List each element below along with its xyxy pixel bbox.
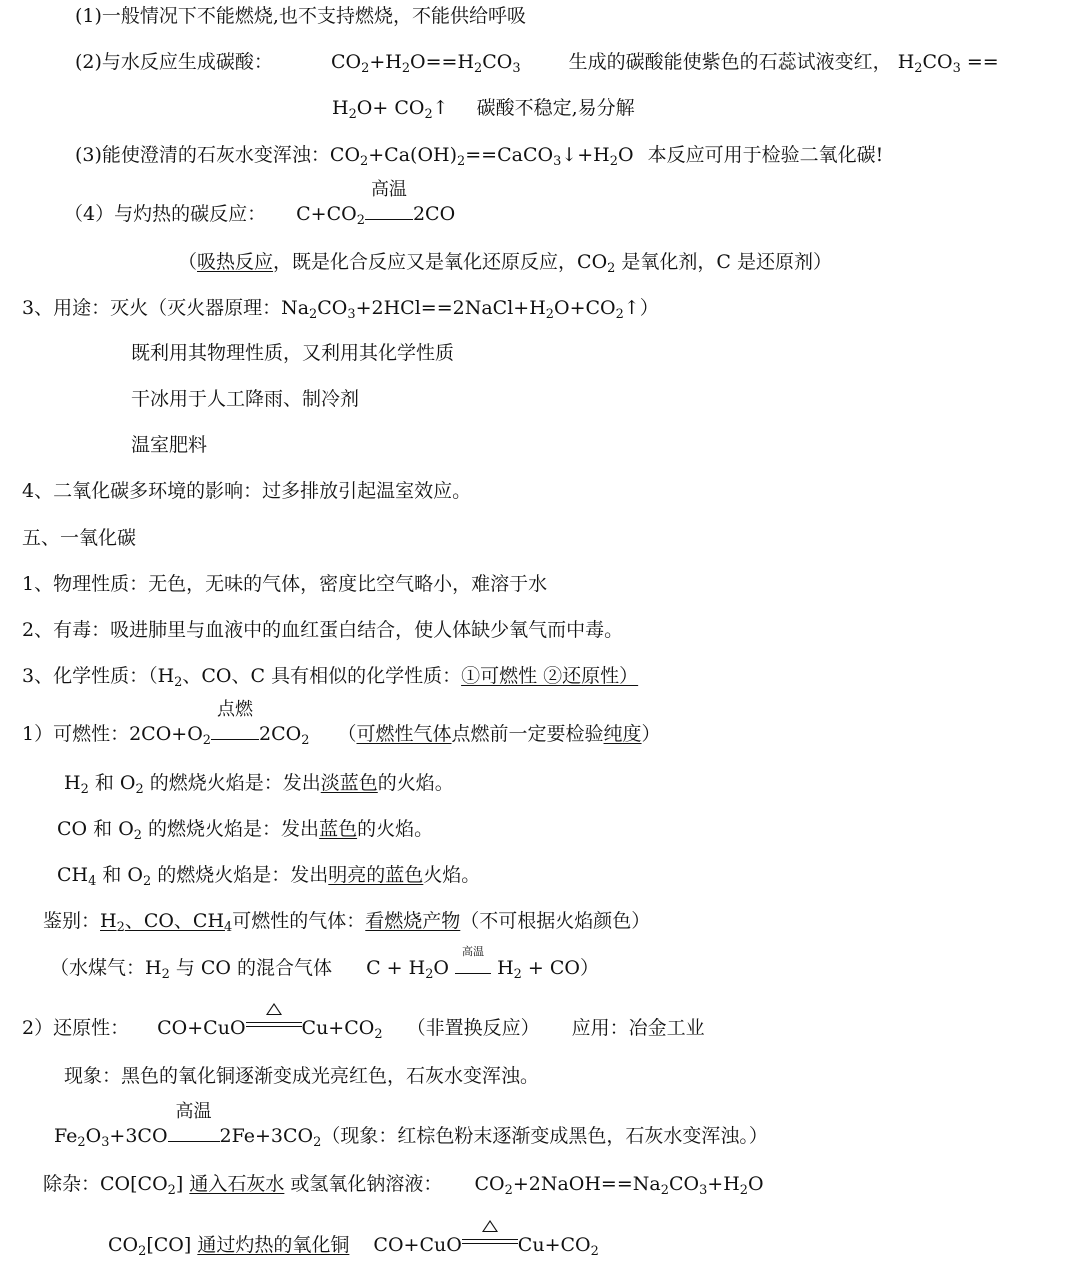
co2-property-4-label: （4）与灼热的碳反应： — [64, 203, 267, 225]
water-gas-equation: $C + H_2O$ 高温 $H_2 + CO$） — [366, 945, 599, 983]
co-combustibility: 1）可燃性：$2CO+O_2$ 点燃 $2CO_2$ （可燃性气体点燃前一定要检验纯度） — [22, 699, 661, 749]
carbon-reduction-equation: $C+CO_2$ 高温 2CO — [296, 179, 456, 229]
h2-flame: $H_2$ 和 $O_2$ 的燃烧火焰是：发出淡蓝色的火焰。 — [64, 772, 454, 798]
co2-use-1: 既利用其物理性质，又利用其化学性质 — [131, 342, 455, 364]
co2-property-4-note: （吸热反应，既是化合反应又是氧化还原反应，$CO_2$ 是氧化剂，C 是还原剂） — [178, 251, 832, 277]
high-temp-condition-2: 高温 — [168, 1124, 220, 1148]
carbonic-acid-decompose-equation: $H_2CO_3$ == — [897, 51, 999, 77]
co-physical-properties: 1、物理性质：无色，无味的气体，密度比空气略小，难溶于水 — [22, 573, 548, 595]
limewater-equation: $CO_2+Ca(OH)_2==CaCO_3↓+H_2O$ — [329, 144, 634, 170]
gas-identification: 鉴别：$H_2$、CO、$CH_4$可燃性的气体：看燃烧产物（不可根据火焰颜色） — [43, 910, 651, 936]
endothermic-label: 吸热反应 — [197, 251, 274, 273]
impurity-removal-1: 除杂：$CO[CO_2]$ 通入石灰水 或氢氧化钠溶液： $CO_2+2NaOH==Na_2CO_3+H_2O$ — [43, 1173, 764, 1199]
water-gas: （水煤气：$H_2$ 与 CO 的混合气体 $C + H_2O$ 高温 $H_2 + CO$） — [50, 945, 599, 983]
cuo-reduction-equation: CO+CuO $Cu+CO_2$ — [157, 1017, 382, 1039]
co2-property-3 — [75, 143, 884, 170]
co2-use-2: 干冰用于人工降雨、制冷剂 — [131, 388, 360, 410]
co-combustion-equation: $2CO+O_2$ 点燃 $2CO_2$ — [129, 699, 310, 749]
reduction-phenomenon: 现象：黑色的氧化铜逐渐变成光亮红色，石灰水变浑浊。 — [64, 1065, 540, 1087]
fe2o3-equation: $Fe_2O_3+3CO$ 高温 $2Fe+3CO_2$ — [54, 1101, 322, 1151]
ch4-flame: $CH_4$ 和 $O_2$ 的燃烧火焰是：发出明亮的蓝色火焰。 — [57, 864, 481, 890]
decompose-products: $H_2O+$ $CO_2↑$ — [332, 97, 449, 123]
co2-property-2-label: (2)与水反应生成碳酸： — [75, 51, 273, 73]
co2-property-2-cont — [332, 96, 635, 123]
co2-property-2-note2: 碳酸不稳定,易分解 — [476, 97, 635, 119]
co-toxicity: 2、有毒：吸进肺里与血液中的血红蛋白结合，使人体缺少氧气而中毒。 — [22, 619, 624, 641]
combustible-gases: $H_2$、CO、$CH_4$ — [100, 910, 233, 936]
heat-condition-2 — [462, 1233, 518, 1257]
shared-properties: ①可燃性 ②还原性） — [461, 665, 639, 687]
co-reducibility: 2）还原性： CO+CuO $Cu+CO_2$ （非置换反应） 应用：冶金工业 — [22, 1016, 705, 1040]
cuo-reduction-equation-2: CO+CuO $Cu+CO_2$ — [373, 1234, 598, 1256]
co2-property-1: (1)一般情况下不能燃烧,也不支持燃烧，不能供给呼吸 — [75, 5, 526, 27]
ignite-condition: 点燃 — [211, 722, 259, 746]
heat-triangle-icon — [482, 1220, 498, 1232]
co2-property-3-note: 本反应可用于检验二氧化碳! — [647, 144, 884, 166]
extinguisher-equation: $Na_2CO_3+2HCl==2NaCl+H_2O+CO_2↑$） — [281, 297, 659, 323]
co2-property-3-label: (3)能使澄清的石灰水变浑浊： — [75, 144, 330, 166]
co2-use-3: 温室肥料 — [131, 434, 208, 456]
fe2o3-phenomenon: （现象：红棕色粉末逐渐变成黑色，石灰水变浑浊。） — [321, 1125, 768, 1147]
section-title-co: 五、一氧化碳 — [22, 527, 137, 549]
metallurgy-application: 应用：冶金工业 — [571, 1017, 705, 1039]
co-chemical-properties: 3、化学性质：（$H_2$、CO、C 具有相似的化学性质：①可燃性 ②还原性） — [22, 665, 639, 691]
co2-uses-title: 3、用途：灭火（灭火器原理：$Na_2CO_3+2HCl==2NaCl+H_2O+CO_2↑$） — [22, 297, 659, 323]
heat-condition — [246, 1016, 302, 1040]
impurity-removal-2: $CO_2[CO]$ 通过灼热的氧化铜 CO+CuO $Cu+CO_2$ — [108, 1233, 599, 1257]
co2-property-4 — [64, 179, 456, 229]
high-temp-condition: 高温 — [365, 202, 413, 226]
co-flame: CO 和 $O_2$ 的燃烧火焰是：发出蓝色的火焰。 — [57, 818, 434, 844]
co2-environment: 4、二氧化碳多环境的影响：过多排放引起温室效应。 — [22, 480, 472, 502]
carbonic-acid-equation: $CO_2+H_2O==H_2CO_3$ — [330, 51, 521, 77]
iron-oxide-reduction — [54, 1101, 768, 1151]
co2-property-2 — [75, 50, 999, 77]
combustion-note: （可燃性气体点燃前一定要检验纯度） — [337, 723, 661, 745]
non-displacement-note: （非置换反应） — [406, 1017, 540, 1039]
naoh-equation: $CO_2+2NaOH==Na_2CO_3+H_2O$ — [474, 1173, 764, 1199]
high-temp-condition-small: 高温 — [455, 956, 491, 980]
co2-property-2-note: 生成的碳酸能使紫色的石蕊试液变红， — [568, 51, 892, 73]
heat-triangle-icon — [266, 1003, 282, 1015]
